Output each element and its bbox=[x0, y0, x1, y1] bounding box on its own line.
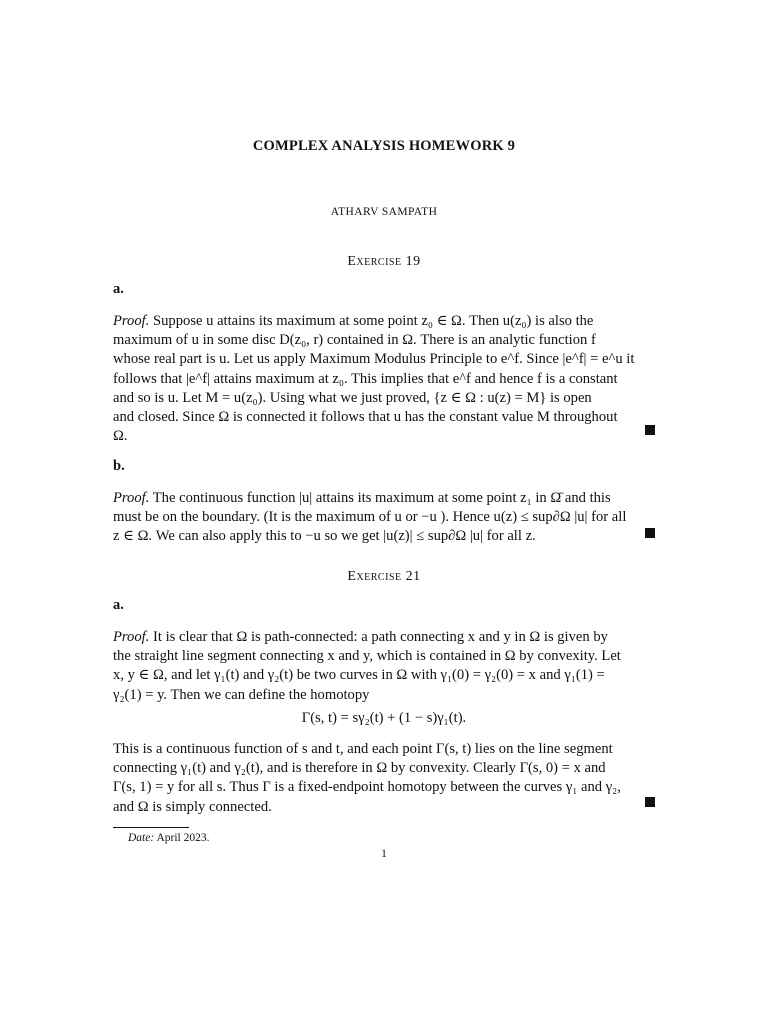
proof-line: and so is u. Let M = u(z₀). Using what we just proved, {z ∈ Ω : u(z) = M} is open bbox=[113, 389, 592, 406]
proof-line bbox=[113, 628, 656, 647]
proof-line: connecting γ₁(t) and γ₂(t), and is therefore in Ω by convexity. Clearly Γ(s, 0) = x and bbox=[113, 760, 606, 777]
proof-line: This is a continuous function of s and t, and each point Γ(s, t) lies on the line segment bbox=[113, 741, 613, 757]
display-equation: Γ(s, t) = sγ₂(t) + (1 − s)γ₁(t). bbox=[301, 710, 467, 726]
page-number: 1 bbox=[381, 848, 387, 860]
qed-square bbox=[645, 425, 655, 435]
proof-text: Suppose u attains its maximum at some point z₀ ∈ Ω. Then u(z₀) is also the bbox=[153, 313, 594, 329]
proof-line: must be on the boundary. (It is the maximum of u or −u ). Hence u(z) ≤ sup∂Ω |u| for all bbox=[113, 509, 627, 526]
part-label: a. bbox=[113, 597, 124, 613]
proof-line: whose real part is u. Let us apply Maximum Modulus Principle to e^f. Since |e^f| = e^u it bbox=[113, 351, 635, 368]
proof-line: z ∈ Ω. We can also apply this to −u so we get |u(z)| ≤ sup∂Ω |u| for all z. bbox=[113, 528, 536, 545]
proof-label: Proof. bbox=[113, 629, 150, 645]
proof-line: Ω. bbox=[113, 428, 128, 445]
footnote-rule bbox=[113, 827, 189, 828]
footnote-text: April 2023. bbox=[156, 832, 210, 844]
proof-line: x, y ∈ Ω, and let γ₁(t) and γ₂(t) be two curves in Ω with γ₁(0) = γ₂(0) = x and γ₁(1) = bbox=[113, 667, 605, 684]
proof-line: and closed. Since Ω is connected it follows that u has the constant value M throughout bbox=[113, 409, 618, 426]
exercise-heading: Exercise 21 bbox=[347, 569, 421, 584]
proof-block bbox=[113, 312, 656, 446]
paper-title: COMPLEX ANALYSIS HOMEWORK 9 bbox=[252, 138, 516, 154]
proof-line: the straight line segment connecting x and y, which is contained in Ω by convexity. Let bbox=[113, 648, 621, 665]
proof-block bbox=[113, 628, 656, 705]
proof-line: γ₂(1) = y. Then we can define the homotopy bbox=[113, 686, 370, 703]
qed-square bbox=[645, 528, 655, 538]
proof-text: It is clear that Ω is path-connected: a path connecting x and y in Ω is given by bbox=[153, 629, 608, 645]
proof-block bbox=[113, 489, 656, 547]
proof-line: and Ω is simply connected. bbox=[113, 798, 272, 815]
proof-line bbox=[113, 312, 656, 331]
qed-square bbox=[645, 797, 655, 807]
proof-label: Proof. bbox=[113, 313, 150, 329]
exercise-heading: Exercise 19 bbox=[347, 254, 421, 269]
proof-line bbox=[113, 489, 656, 508]
proof-line: follows that |e^f| attains maximum at z₀. This implies that e^f and hence f is a constant bbox=[113, 370, 618, 387]
footnote-label: Date: bbox=[128, 832, 155, 844]
proof-text: The continuous function |u| attains its maximum at some point z₁ in Ω̄ and this bbox=[152, 490, 611, 506]
proof-label: Proof. bbox=[113, 490, 150, 506]
footnote bbox=[128, 832, 209, 844]
proof-block bbox=[113, 740, 656, 817]
proof-line: maximum of u in some disc D(z₀, r) contained in Ω. There is an analytic function f bbox=[113, 332, 596, 349]
part-label: b. bbox=[113, 458, 125, 474]
author-name: ATHARV SAMPATH bbox=[330, 206, 438, 218]
proof-line: Γ(s, 1) = y for all s. Thus Γ is a fixed-endpoint homotopy between the curves γ₁ and γ₂, bbox=[113, 779, 621, 796]
part-label: a. bbox=[113, 281, 124, 297]
